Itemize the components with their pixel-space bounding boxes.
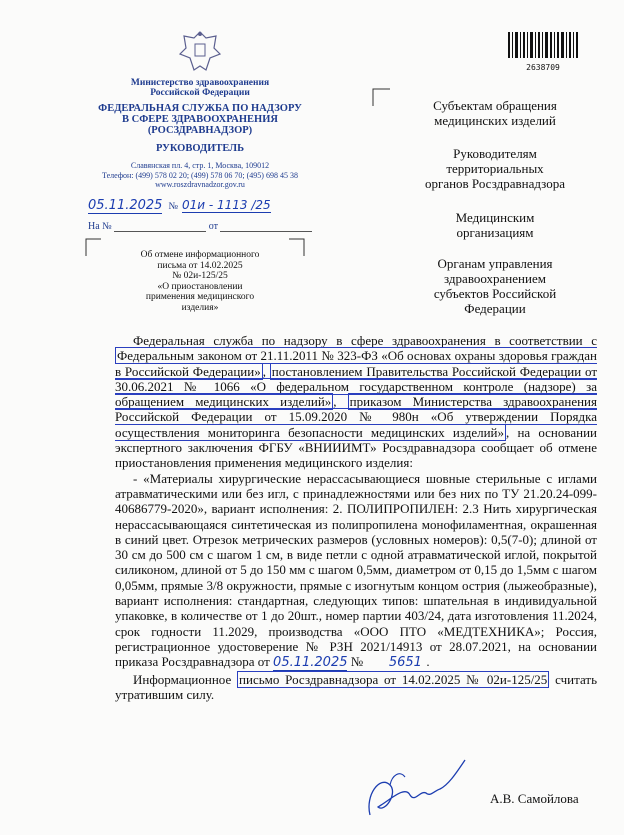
- address-street: Славянская пл. 4, стр. 1, Москва, 109012: [130, 161, 270, 170]
- reg-number-prefix: №: [168, 201, 178, 212]
- order-number-label: №: [350, 654, 364, 670]
- service-name: [85, 103, 315, 136]
- ministry-line-2: Российской Федерации: [150, 88, 250, 98]
- recipient-4-line-1: Органам управления: [437, 256, 553, 271]
- subject-line-5: применения медицинского: [145, 292, 255, 302]
- head-title: РУКОВОДИТЕЛЬ: [155, 143, 245, 154]
- government-decree-link[interactable]: постановлением Правительства Российской Федерации от 30.06.2021 № 1066 «О федеральном государственном контроле (надзоре) за обращением медицинских изделий»: [115, 363, 597, 410]
- reg-date-line: [88, 196, 328, 214]
- letter-body: [115, 333, 597, 702]
- recipient-4: [400, 256, 590, 316]
- barcode: [508, 32, 578, 72]
- reg-date: 05.11.2025: [88, 198, 163, 213]
- ot-label: от: [208, 221, 218, 232]
- address-phones: Телефон: (499) 578 02 20; (499) 578 06 70; (495) 698 45 38: [102, 170, 298, 180]
- service-line-2: В СФЕРЕ ЗДРАВООХРАНЕНИЯ: [122, 114, 278, 125]
- body-p3-intro: Информационное: [133, 671, 232, 687]
- law-link[interactable]: Федеральным законом от 21.11.2011 № 323-ФЗ «Об основах охраны здоровья граждан в Российской Федерации»: [115, 348, 597, 379]
- recipient-1-line-2: медицинских изделий: [434, 113, 556, 128]
- body-p1-conclusion: на основании экспертного заключения ФГБУ «ВНИИИМТ» Росздравнадзора сообщает об отмене приостановления применения медицинского изделия:: [115, 424, 597, 471]
- recipient-1: [400, 98, 590, 128]
- body-paragraph-2: - «Материалы хирургические нерассасывающиеся шовные стерильные с иглами атравматическими или без игл, с принадлежностями или без них по ТУ 21.20.24-099- 40686779-2020», вариант исполнения: 2. ПОЛИПРОПИЛЕН: 2.3 Нить хирургическая нерассасывающаяся синтетическая из полипропилена монофиламентная, окрашенная в синий цвет. Отрезок метрических размеров (условных номеров): 0,5(7-0); длиной от 30 см до 500 см с шагом 1 см, в виде петли с одной атравматической иглой, покрытой силиконом, длиной от 5 до 150 мм с шагом 0,5мм, диаметром от 0,15 до 1,5мм с шагом 0,05мм, прямые 3/8 окружности, прямые с изогнутым концом острия (лыжеобразные), вариант исполнения: стандартная, следующих типов: шпательная в индивидуальной упаковке, в количестве от 1 до 20шт., номер партии 403/24, дата изготовления 11.2024, срок годности 11.2029, производства «ООО ПТО «МЕДТЕХНИКА»; Россия, регистрационное удостоверение № РЗН 2021/14913 от 28.07.2021, на основании приказа Росздравнадзора от 05.11.2025 № 5651 .: [115, 470, 597, 671]
- subject-line-1: Об отмене информационного: [140, 250, 260, 260]
- subject-line-2: письма от 14.02.2025: [157, 260, 243, 271]
- ministry-line-1: Министерство здравоохранения: [130, 78, 270, 88]
- ot-blank: [220, 219, 312, 232]
- barcode-bars: [508, 32, 578, 58]
- recipient-4-line-3: субъектов Российской: [433, 286, 557, 301]
- signatory-name: А.В. Самойлова: [490, 791, 579, 806]
- recipient-3: [400, 210, 590, 240]
- body-paragraph-1: Федеральная служба по надзору в сфере здравоохранения в соответствии с Федеральным законом от 21.11.2011 № 323-ФЗ «Об основах охраны здоровья граждан в Российской Федерации» , постановлением Правительства Российской Федерации от 30.06.2021 № 1066 «О федеральном государственном контроле (надзоре) за обращением медицинских изделий» , приказом Министерства здравоохранения Российской Федерации от 15.09.2020 № 980н «Об утверждении Порядка осуществления мониторинга безопасности медицинских изделий» , на основании экспертного заключения ФГБУ «ВНИИИМТ» Росздравнадзора сообщает об отмене приостановления применения медицинского изделия:: [115, 333, 597, 471]
- body-paragraph-3: [115, 672, 597, 703]
- recipient-2-line-3: органов Росздравнадзора: [424, 176, 566, 191]
- na-label: На №: [88, 221, 112, 232]
- ministry-name: [95, 78, 305, 98]
- handwritten-signature: [360, 755, 470, 825]
- subject-line-6: изделия»: [181, 302, 219, 313]
- service-line-1: ФЕДЕРАЛЬНАЯ СЛУЖБА ПО НАДЗОРУ: [98, 103, 302, 114]
- reg-number: 01и - 1113 /25: [181, 198, 271, 212]
- address-website: www.roszdravnadzor.gov.ru: [155, 180, 245, 189]
- recipient-2: [400, 146, 590, 191]
- recipient-1-line-1: Субъектам обращения: [433, 98, 557, 113]
- reg-na-line: [88, 219, 318, 232]
- coat-of-arms-emblem: [176, 28, 224, 74]
- device-description: - «Материалы хирургические нерассасывающиеся шовные стерильные с иглами атравматическими или без игл, с принадлежностями или без них по ТУ 21.20.24-099- 40686779-2020», вариант исполнения: 2. ПОЛИПРОПИЛЕН: 2.3 Нить хирургическая нерассасывающаяся синтетическая из полипропилена монофиламентная, окрашенная в синий цвет. Отрезок метрических размеров (условных номеров): 0,5(7-0); длиной от 30 см до 500 см с шагом 1 см, в виде петли с одной атравматической иглой, покрытой силиконом, длиной от 5 до 150 мм с шагом 0,5мм, диаметром от 0,15 до 1,5мм с шагом 0,05мм, прямые 3/8 окружности, прямые с изогнутым концом острия (лыжеобразные), вариант исполнения: стандартная, следующих типов: шпательная в индивидуальной упаковке, в количестве от 1 до 20шт., номер партии 403/24, дата изготовления 11.2024, срок годности 11.2029, производства «ООО ПТО «МЕДТЕХНИКА»; Россия, регистрационное удостоверение № РЗН 2021/14913 от 28.07.2021, на основании приказа Росздравнадзора от: [115, 470, 597, 670]
- recipient-3-line-1: Медицинским: [455, 210, 535, 225]
- subject-line-3: № 02и-125/25: [172, 271, 228, 281]
- body-p1-intro: Федеральная служба по надзору в сфере здравоохранения в соответствии с: [133, 333, 597, 348]
- na-blank: [114, 219, 206, 232]
- ministry-order-link[interactable]: приказом Министерства здравоохранения Российской Федерации от 15.09.2020 № 980н «Об утверждении Порядка осуществления мониторинга безопасности медицинских изделий»: [115, 394, 597, 440]
- recipient-2-line-1: Руководителям: [453, 146, 537, 161]
- letter-subject: [110, 250, 290, 313]
- recipient-2-line-2: территориальных: [446, 161, 544, 176]
- recipient-4-line-2: здравоохранением: [444, 271, 546, 286]
- address-corner-mark: [372, 88, 392, 108]
- order-number: 5651: [366, 655, 426, 671]
- order-date: 05.11.2025: [273, 655, 348, 671]
- recipient-3-line-2: организациям: [456, 225, 534, 240]
- info-letter-link[interactable]: письмо Росздравнадзора от 14.02.2025 № 02и-125/25: [239, 671, 548, 687]
- barcode-number: 2638709: [526, 63, 560, 72]
- recipient-4-line-4: Федерации: [464, 301, 526, 316]
- address-block: [70, 161, 330, 190]
- body-p3-conclusion: считать утратившим силу.: [115, 671, 597, 702]
- subject-line-4: «О приостановлении: [157, 281, 243, 292]
- service-line-3: (РОСЗДРАВНАДЗОР): [147, 125, 253, 136]
